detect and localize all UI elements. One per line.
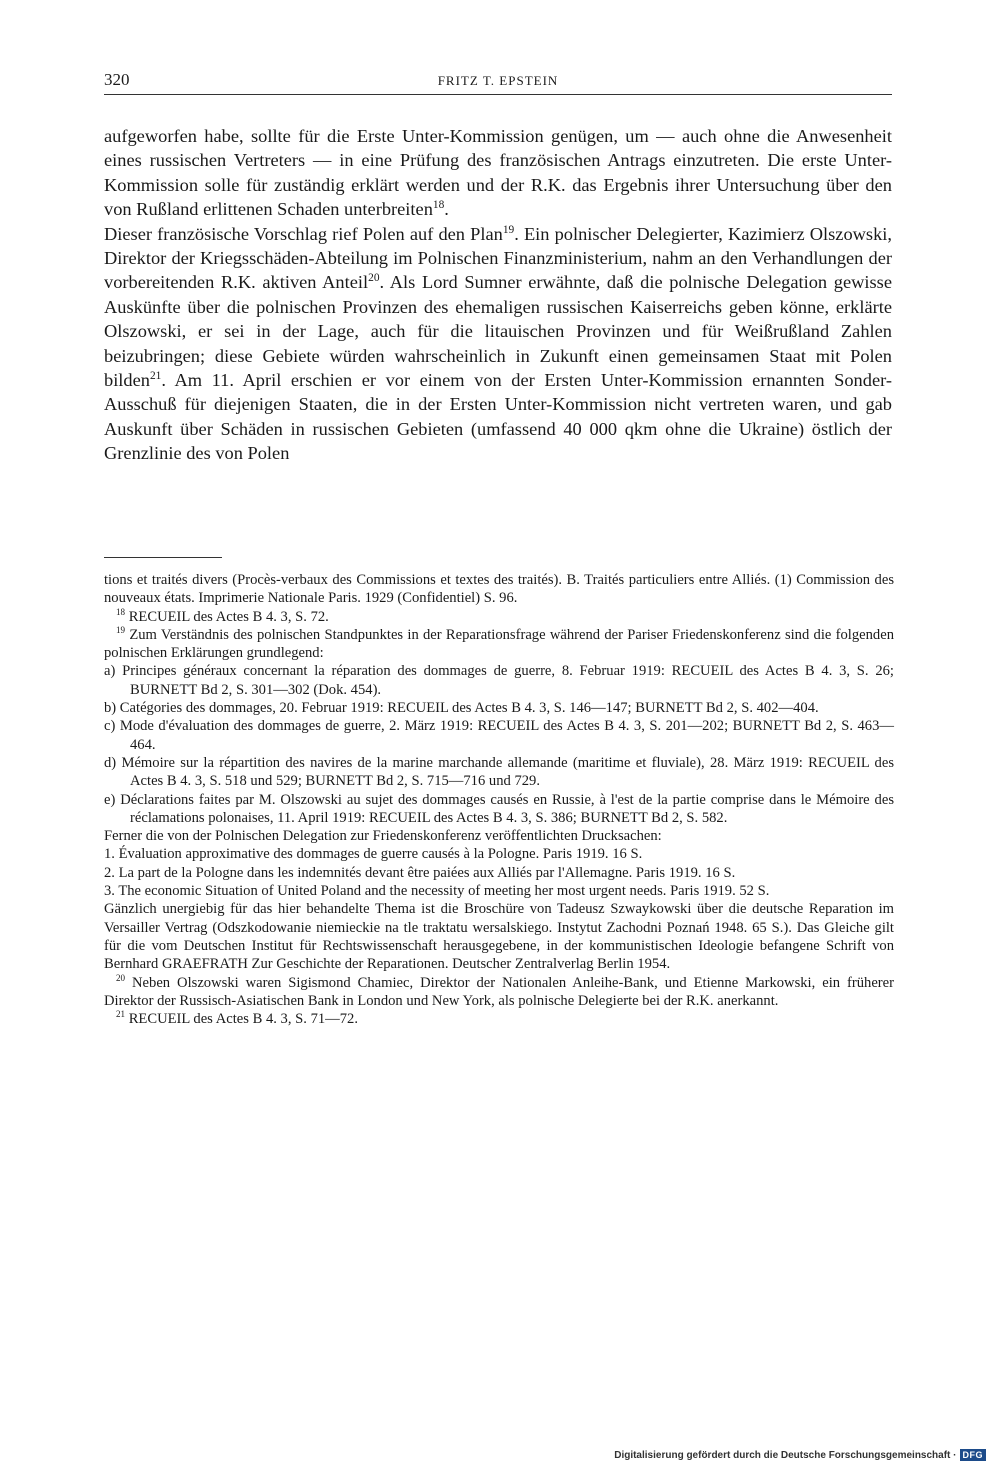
running-title: FRITZ T. EPSTEIN: [437, 73, 559, 88]
paragraph-text: . Am 11. April erschien er vor einem von der Ersten Unter-Kommission ernannten Sonder-Ausschuß für diejenigen Staaten, die in der Ersten Unter-Kommission nicht vertreten waren, und gab Auskunft über Schäden in russischen Gebieten (umfassend 40 000 qkm ohne die Ukraine) östlich der Grenzlinie des von Polen: [104, 370, 892, 464]
footnote-mark: 19: [116, 625, 126, 636]
footnote-21: [104, 1010, 894, 1028]
credit-text: Digitalisierung gefördert durch die Deutsche Forschungsgemeinschaft ·: [614, 1449, 957, 1461]
digitization-credit: [614, 1449, 986, 1461]
footnotes: [104, 571, 894, 1028]
footnote-18: [104, 608, 894, 626]
footnote-19-print-3: 3. The economic Situation of United Poland and the necessity of meeting her most urgent needs. Paris 1919. 52 S.: [104, 883, 770, 900]
footnote-text: Zum Verständnis des polnischen Standpunktes in der Reparationsfrage während der Pariser Friedenskonferenz sind die folgenden polnischen Erklärungen grundlegend:: [104, 626, 894, 662]
paragraph-2: [104, 222, 892, 466]
footnote-20: [104, 974, 894, 1011]
footnote-mark: 18: [116, 606, 126, 617]
footnote-ref-20: 20: [368, 272, 380, 285]
main-text: [104, 124, 892, 466]
footnote-19-item-b: b) Catégories des dommages, 20. Februar 1919: RECUEIL des Actes B 4. 3, S. 146—147; BURNETT Bd 2, S. 402—404.: [104, 700, 819, 717]
dfg-logo: DFG: [960, 1449, 987, 1461]
footnote-text: RECUEIL des Actes B 4. 3, S. 71—72.: [125, 1011, 358, 1028]
footnote-19-item-e: e) Déclarations faites par M. Olszowski au sujet des dommages causés en Russie, à l'est de la partie comprise dans le Mémoire des réclamations polonaises, 11. April 1919: RECUEIL des Actes B 4. 3, S. 386; BURNETT Bd 2, S. 582.: [104, 791, 894, 826]
footnote-text: Neben Olszowski waren Sigismond Chamiec, Direktor der Nationalen Anleihe-Bank, und Etienne Markowski, ein früherer Direktor der Russisch-Asiatischen Bank in London und New York, als polnische Delegierte bei der R.K. anerkannt.: [104, 974, 894, 1009]
paragraph-1: [104, 124, 892, 222]
footnote-19-print-2: 2. La part de la Pologne dans les indemnités devant être paiées aux Alliés par l'Allemagne. Paris 1919. 16 S.: [104, 864, 736, 881]
paragraph-text: Dieser französische Vorschlag rief Polen auf den Plan: [104, 223, 503, 244]
footnote-ref-21: 21: [149, 369, 162, 382]
footnote-rule: [104, 557, 222, 558]
footnote-19-ferner: Ferner die von der Polnischen Delegation zur Friedenskonferenz veröffentlichten Drucksachen:: [104, 828, 662, 845]
page-number: 320: [104, 70, 130, 89]
paragraph-text: aufgeworfen habe, sollte für die Erste Unter-Kommission genügen, um — auch ohne die Anwesenheit eines russischen Vertreters — in eine Prüfung des französischen Antrags einzutreten. Die erste Unter-Kommission solle für zuständig erklärt werden und der R.K. das Ergebnis ihrer Untersuchung über den von Rußland erlittenen Schaden unterbreiten: [104, 126, 892, 220]
paragraph-text: . Ein polnischer Delegierter, Kazimierz Olszowski, Direktor der Kriegsschäden-Abteilung im Polnischen Finanzministerium, nahm an den Verhandlungen der vorbereitenden R.K. aktiven Anteil: [104, 223, 892, 293]
footnote-19-item-d: d) Mémoire sur la répartition des navires de la marine marchande allemande (maritime et fluviale), 28. März 1919: RECUEIL des Actes B 4. 3, S. 518 und 529; BURNETT Bd 2, S. 715—716 und 729.: [104, 754, 894, 790]
paragraph-text: .: [444, 199, 449, 220]
footnote-ref-19: 19: [502, 223, 515, 236]
footnote-continuation: tions et traités divers (Procès-verbaux des Commissions et textes des traités). B. Traités particuliers entre Alliés. (1) Commission des nouveaux états. Imprimerie Nationale Paris. 1929 (Confidentiel) S. 96.: [104, 572, 894, 607]
paragraph-text: . Als Lord Sumner erwähnte, daß die polnische Delegation gewisse Auskünfte über die polnischen Provinzen des ehemaligen russischen Kaiserreichs geben könne, erklärte Olszowski, er sei in der Lage, auch für die litauischen Provinzen und für Weißrußland Zahlen beizubringen; diese Gebiete würden wahrscheinlich in Zukunft einen gemeinsamen Staat mit Polen bilden: [104, 272, 892, 391]
footnote-mark: 20: [116, 972, 126, 983]
footnote-19-item-c: c) Mode d'évaluation des dommages de guerre, 2. März 1919: RECUEIL des Actes B 4. 3, S. 201—202; BURNETT Bd 2, S. 463—464.: [104, 718, 894, 753]
footnote-19-print-1: 1. Évaluation approximative des dommages de guerre causés à la Pologne. Paris 1919. 16 S.: [104, 846, 643, 863]
footnote-19: [104, 626, 894, 663]
footnote-19-item-a: a) Principes généraux concernant la réparation des dommages de guerre, 8. Februar 1919: RECUEIL des Actes B 4. 3, S. 26; BURNETT Bd 2, S. 301—302 (Dok. 454).: [104, 663, 894, 698]
footnote-19-closing: Gänzlich unergiebig für das hier behandelte Thema ist die Broschüre von Tadeusz Szwaykowski über die deutsche Reparation im Versailler Vertrag (Odszkodowanie niemieckie na tle traktatu wersalskiego. Instytut Zachodni Poznań 1948. 65 S.). Das Gleiche gilt für die vom Deutschen Institut für Rechtswissenschaft herausgegebene, in der kommunistischen Ideologie befangene Schrift von Bernhard GRAEFRATH Zur Geschichte der Reparationen. Deutscher Zentralverlag Berlin 1954.: [104, 901, 894, 973]
footnote-text: RECUEIL des Actes B 4. 3, S. 72.: [125, 608, 329, 625]
footnote-ref-18: 18: [432, 199, 445, 212]
running-header: [104, 70, 892, 95]
footnote-mark: 21: [116, 1009, 126, 1020]
